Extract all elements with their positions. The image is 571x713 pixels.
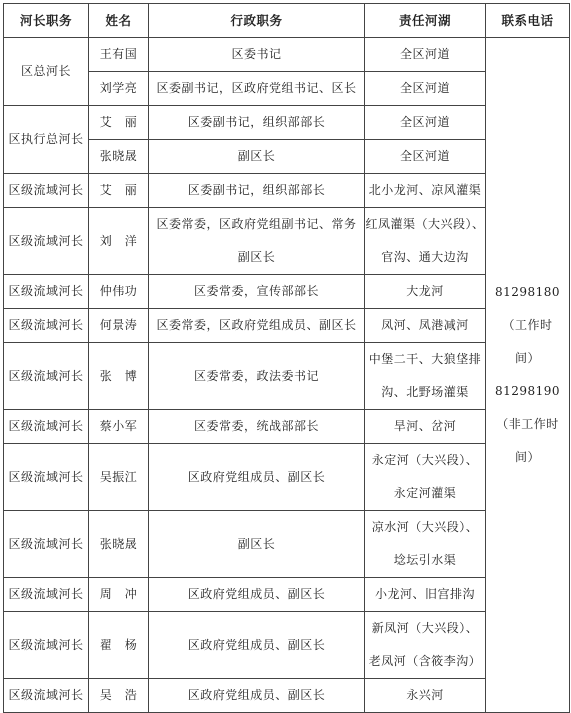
table-row: [4, 174, 570, 208]
name-cell: 何景涛: [89, 309, 149, 343]
table-row: [4, 679, 570, 713]
role-cell: 区级流域河长: [4, 444, 89, 511]
position-cell: 区委书记: [149, 38, 365, 72]
table-row: [4, 612, 570, 679]
position-line: 副区长: [237, 250, 276, 264]
name-cell: 蔡小军: [89, 410, 149, 444]
position-cell: 区委副书记，组织部部长: [149, 106, 365, 140]
rivers-cell: 全区河道: [365, 140, 486, 174]
position-cell: 区委常委，政法委书记: [149, 343, 365, 410]
rivers-line: 中堡二干、大狼垡排: [368, 352, 482, 366]
phone-line: 间）: [514, 351, 540, 365]
position-cell: 区委副书记，组织部部长: [149, 174, 365, 208]
position-cell: 区政府党组成员、副区长: [149, 612, 365, 679]
role-cell: 区级流域河长: [4, 343, 89, 410]
rivers-cell: [365, 612, 486, 679]
table-row: [4, 343, 570, 410]
phone-line: 间）: [514, 450, 540, 464]
phone-line: 81298180: [494, 285, 561, 299]
table-row: [4, 444, 570, 511]
role-cell: 区级流域河长: [4, 511, 89, 578]
table-row: [4, 578, 570, 612]
position-cell: [149, 208, 365, 275]
rivers-line: 埝坛引水渠: [393, 553, 457, 567]
rivers-cell: [365, 208, 486, 275]
river-chief-table: [3, 3, 570, 713]
name-cell: 艾 丽: [89, 174, 149, 208]
rivers-line: 永定河（大兴段）、: [371, 453, 479, 467]
rivers-cell: 全区河道: [365, 72, 486, 106]
rivers-line: 老凤河（含筱李沟）: [368, 654, 482, 668]
role-cell: 区级流域河长: [4, 679, 89, 713]
table-row: [4, 309, 570, 343]
rivers-cell: 大龙河: [365, 275, 486, 309]
rivers-line: 新凤河（大兴段）、: [371, 621, 479, 635]
table-row: [4, 511, 570, 578]
table-row: [4, 410, 570, 444]
table-row: [4, 38, 570, 72]
position-cell: 副区长: [149, 511, 365, 578]
table-row: [4, 140, 570, 174]
rivers-line: 红凤灌渠（大兴段）、: [365, 217, 485, 231]
name-cell: 张 博: [89, 343, 149, 410]
header-name: 姓名: [89, 4, 149, 38]
name-cell: 吴振江: [89, 444, 149, 511]
role-cell: 区级流域河长: [4, 275, 89, 309]
rivers-cell: 全区河道: [365, 38, 486, 72]
name-cell: 刘 洋: [89, 208, 149, 275]
position-cell: 区政府党组成员、副区长: [149, 578, 365, 612]
rivers-cell: 全区河道: [365, 106, 486, 140]
header-rivers: 责任河湖: [365, 4, 486, 38]
name-cell: 刘学亮: [89, 72, 149, 106]
name-cell: 张晓晟: [89, 140, 149, 174]
table-row: [4, 275, 570, 309]
header-phone: 联系电话: [486, 4, 570, 38]
phone-line: 81298190: [494, 384, 561, 398]
name-cell: 翟 杨: [89, 612, 149, 679]
table-row: [4, 72, 570, 106]
position-cell: 区委副书记，区政府党组书记、区长: [149, 72, 365, 106]
name-cell: 艾 丽: [89, 106, 149, 140]
rivers-line: 凉水河（大兴段）、: [371, 520, 479, 534]
position-cell: 区委常委，区政府党组成员、副区长: [149, 309, 365, 343]
rivers-cell: 北小龙河、凉风灌渠: [365, 174, 486, 208]
rivers-cell: 旱河、岔河: [365, 410, 486, 444]
position-cell: 区政府党组成员、副区长: [149, 679, 365, 713]
position-cell: 区政府党组成员、副区长: [149, 444, 365, 511]
rivers-cell: 小龙河、旧宫排沟: [365, 578, 486, 612]
table-row: [4, 208, 570, 275]
role-cell: 区级流域河长: [4, 208, 89, 275]
name-cell: 周 冲: [89, 578, 149, 612]
role-cell: 区级流域河长: [4, 410, 89, 444]
position-cell: 副区长: [149, 140, 365, 174]
header-position: 行政职务: [149, 4, 365, 38]
name-cell: 张晓晟: [89, 511, 149, 578]
role-cell: 区级流域河长: [4, 309, 89, 343]
rivers-cell: 永兴河: [365, 679, 486, 713]
phone-line: （工作时: [502, 318, 553, 332]
name-cell: 王有国: [89, 38, 149, 72]
header-row: [4, 4, 570, 38]
rivers-cell: [365, 444, 486, 511]
name-cell: 仲伟功: [89, 275, 149, 309]
position-cell: 区委常委，宣传部部长: [149, 275, 365, 309]
position-line: 区委常委，区政府党组副书记、常务: [156, 217, 357, 231]
rivers-line: 沟、北野场灌渠: [381, 385, 469, 399]
rivers-line: 永定河灌渠: [393, 486, 457, 500]
rivers-cell: [365, 343, 486, 410]
rivers-line: 官沟、通大边沟: [381, 250, 469, 264]
phone-line: （非工作时: [496, 417, 559, 431]
role-cell: 区级流域河长: [4, 578, 89, 612]
header-role: 河长职务: [4, 4, 89, 38]
position-cell: 区委常委，统战部部长: [149, 410, 365, 444]
name-cell: 吴 浩: [89, 679, 149, 713]
role-cell: 区总河长: [4, 38, 89, 106]
role-cell: 区级流域河长: [4, 612, 89, 679]
phone-cell: [486, 38, 570, 713]
rivers-cell: 凤河、凤港减河: [365, 309, 486, 343]
rivers-cell: [365, 511, 486, 578]
table-row: [4, 106, 570, 140]
role-cell: 区级流域河长: [4, 174, 89, 208]
role-cell: 区执行总河长: [4, 106, 89, 174]
